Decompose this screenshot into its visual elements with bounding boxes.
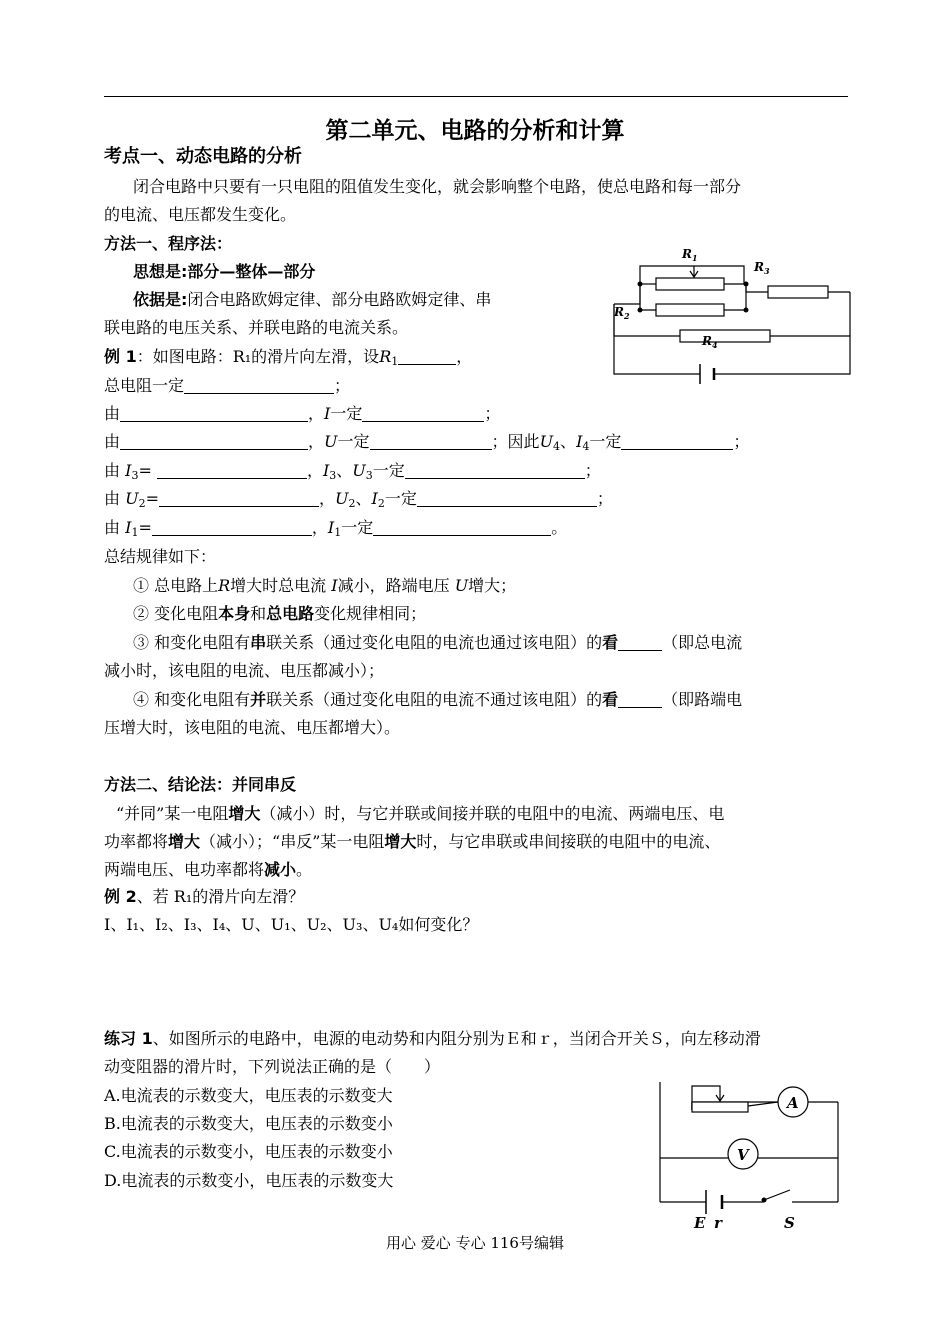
answer-blank[interactable] — [618, 691, 662, 708]
header-rule — [104, 96, 848, 97]
example2-question: I、I₁、I₂、I₃、I₄、U、U₁、U₂、U₃、U₄如何变化？ — [104, 915, 479, 934]
example1-text: ：如图电路：R₁的滑片向左滑，设 — [136, 347, 380, 366]
method1-heading: 方法一、程序法： — [104, 234, 233, 253]
p1-c: （减小）时，与它并联或间接并联的电阻中的电流、两端电压、电 — [260, 804, 725, 823]
i2-var: I — [371, 489, 378, 508]
answer-blank[interactable] — [120, 433, 308, 450]
voltmeter-label: V — [737, 1146, 749, 1164]
i3-sub: 3 — [329, 469, 337, 482]
u2-sub: 2 — [348, 497, 356, 510]
yiding: 一定 — [330, 404, 363, 423]
i4-var: I — [576, 432, 583, 451]
rule2-c: 和 — [250, 604, 267, 623]
therefore: 因此 — [507, 432, 540, 451]
comma: ， — [306, 461, 323, 480]
you-label: 由 — [104, 518, 121, 537]
p2-c: （减小）；“串反”某一电阻 — [200, 832, 385, 851]
yiding: 一定 — [372, 461, 405, 480]
you-label: 由 — [104, 489, 121, 508]
answer-blank[interactable] — [405, 462, 585, 479]
rule3-d: 看 — [602, 633, 619, 652]
p2-a: 功率都将 — [104, 832, 169, 851]
rule1-u: U — [454, 576, 469, 595]
exercise1-option-a[interactable]: A.电流表的示数变大，电压表的示数变大 — [104, 1086, 393, 1105]
p3-a: 两端电压、电功率都将 — [104, 860, 265, 879]
u-var: U — [324, 432, 338, 451]
circuit-diagram-2 — [656, 1082, 846, 1232]
answer-blank[interactable] — [157, 462, 307, 479]
answer-blank[interactable] — [370, 433, 492, 450]
rule2-b: 本身 — [218, 604, 251, 623]
p1-b: 增大 — [228, 804, 261, 823]
p3-c: 。 — [296, 860, 313, 879]
i3-sub: 3 — [131, 469, 139, 482]
yiding: 一定 — [337, 432, 370, 451]
u4-sub: 4 — [553, 440, 561, 453]
i1-sub: 1 — [334, 526, 342, 539]
answer-blank[interactable] — [159, 490, 319, 507]
resistor-r4 — [680, 330, 770, 342]
basis-label: 依据是: — [133, 290, 188, 309]
r-var: R — [379, 347, 392, 366]
exercise1-text: 、如图所示的电路中，电源的电动势和内阻分别为Ｅ和ｒ，当闭合开关Ｓ，向左移动滑 — [152, 1029, 761, 1048]
example1-line-5 — [104, 460, 601, 487]
example1-line-2 — [104, 375, 350, 397]
summary-rule-3 — [133, 632, 742, 654]
junction — [638, 308, 643, 313]
rule3-a: ③ 和变化电阻有 — [133, 633, 251, 652]
resistor-r3 — [768, 286, 828, 298]
switch-contact — [762, 1198, 767, 1203]
exercise1-option-c[interactable]: C.电流表的示数变小，电压表的示数变小 — [104, 1142, 393, 1161]
i-var: I — [324, 404, 331, 423]
rule4-a: ④ 和变化电阻有 — [133, 690, 251, 709]
i1-var: I — [125, 518, 132, 537]
you-label: 由 — [104, 432, 121, 451]
page-title: 第二单元、电路的分析和计算 — [325, 118, 625, 144]
yiding: 一定 — [384, 489, 417, 508]
rheostat — [692, 1102, 748, 1112]
i3-var: I — [125, 461, 132, 480]
sep: 、 — [355, 489, 372, 508]
summary-rule-3-cont: 减小时，该电阻的电流、电压都减小）； — [104, 661, 385, 680]
semicolon: ； — [491, 432, 508, 451]
comma: ， — [308, 404, 325, 423]
label-r3: $R_3$ — [754, 260, 770, 276]
rule2-e: 变化规律相同； — [314, 604, 427, 623]
rule4-e: （即路端电 — [662, 690, 743, 709]
u2-var: U — [335, 489, 349, 508]
answer-blank[interactable] — [621, 433, 733, 450]
ammeter-label: A — [787, 1094, 799, 1112]
semicolon: ； — [596, 489, 613, 508]
comma: ， — [311, 518, 328, 537]
answer-blank[interactable] — [184, 377, 334, 394]
exercise1-line-1 — [104, 1028, 761, 1050]
exercise1-option-d[interactable]: D.电流表的示数变小，电压表的示数变大 — [104, 1171, 394, 1190]
u2-sub: 2 — [138, 497, 146, 510]
eq: = — [138, 518, 152, 537]
semicolon: ； — [484, 404, 501, 423]
wire — [640, 284, 656, 310]
answer-blank[interactable] — [398, 348, 456, 365]
exercise1-option-b[interactable]: B.电流表的示数变大，电压表的示数变小 — [104, 1114, 393, 1133]
p2-b: 增大 — [168, 832, 201, 851]
example1-line-3 — [104, 403, 500, 425]
u4-var: U — [539, 432, 554, 451]
rule2-d: 总电路 — [266, 604, 315, 623]
rule3-e: （即总电流 — [662, 633, 743, 652]
junction — [744, 308, 749, 313]
switch-lever — [764, 1190, 790, 1200]
method2-line-3 — [104, 859, 312, 881]
basis-text-1: 闭合电路欧姆定律、部分电路欧姆定律、串 — [187, 290, 492, 309]
p2-d: 增大 — [384, 832, 417, 851]
summary-rule-2 — [133, 603, 426, 625]
label-r2: $R_2$ — [614, 305, 630, 321]
wire — [724, 284, 746, 310]
i2-sub: 2 — [377, 497, 385, 510]
rule1-i: I — [331, 576, 338, 595]
rule4-c: 联关系（通过变化电阻的电流不通过该电阻）的 — [266, 690, 603, 709]
p1-a: “并同”某一电阻 — [116, 804, 229, 823]
page-footer: 用心 爱心 专心 116号编辑 — [386, 1234, 564, 1252]
emf-label: E — [694, 1214, 706, 1232]
label-r4: $R_4$ — [702, 334, 718, 350]
you-label: 由 — [104, 404, 121, 423]
eq: = — [145, 489, 159, 508]
resistor-r1 — [656, 278, 724, 290]
basis-text-2: 联电路的电压关系、并联电路的电流关系。 — [104, 318, 409, 337]
label-r1: $R_1$ — [682, 247, 698, 263]
i1-sub: 1 — [131, 526, 139, 539]
yiding: 一定 — [589, 432, 622, 451]
rule4-b: 并 — [250, 690, 267, 709]
comma: ， — [319, 489, 336, 508]
answer-blank[interactable] — [120, 405, 308, 422]
rule1-a: ① 总电路上 — [133, 576, 219, 595]
p3-b: 减小 — [264, 860, 297, 879]
resistor-r2 — [656, 304, 724, 316]
semicolon: ； — [584, 461, 601, 480]
summary-rule-4-cont: 压增大时，该电阻的电流、电压都增大）。 — [104, 718, 401, 737]
rule3-b: 串 — [250, 633, 267, 652]
example2-line — [104, 886, 304, 908]
summary-rule-1 — [133, 575, 516, 597]
rule1-c: 减小，路端电压 — [337, 576, 450, 595]
internal-r-label: r — [714, 1214, 722, 1232]
u3-var: U — [352, 461, 366, 480]
u3-sub: 3 — [365, 469, 373, 482]
comma: ， — [456, 347, 473, 366]
r-sub: 1 — [391, 355, 399, 368]
answer-blank[interactable] — [373, 519, 551, 536]
rule3-c: 联关系（通过变化电阻的电流也通过该电阻）的 — [266, 633, 603, 652]
rheostat-slider — [692, 1086, 720, 1102]
answer-blank[interactable] — [362, 405, 484, 422]
rule2-a: ② 变化电阻 — [133, 604, 219, 623]
rule1-r: R — [218, 576, 231, 595]
semicolon: ； — [733, 432, 750, 451]
method2-heading: 方法二、结论法：并同串反 — [104, 775, 297, 794]
junction — [638, 282, 643, 287]
example2-text: 、若 R₁的滑片向左滑？ — [136, 887, 305, 906]
i3-var: I — [322, 461, 330, 480]
semicolon: ； — [334, 376, 351, 395]
total-r-label: 总电阻一定 — [104, 376, 185, 395]
method1-idea: 思想是:部分—整体—部分 — [133, 262, 316, 281]
method2-line-2 — [104, 831, 720, 853]
example1-line — [104, 346, 472, 373]
summary-heading: 总结规律如下： — [104, 547, 217, 566]
exercise1-label: 练习 1 — [104, 1029, 153, 1048]
sep: 、 — [560, 432, 577, 451]
i1-var: I — [327, 518, 335, 537]
yiding: 一定 — [341, 518, 374, 537]
example1-line-4 — [104, 431, 749, 458]
comma: ， — [308, 432, 325, 451]
rule1-b: 增大时总电流 — [230, 576, 327, 595]
sep: 、 — [336, 461, 353, 480]
you-label: 由 — [104, 461, 121, 480]
rule1-d: 增大； — [468, 576, 517, 595]
section-heading: 考点一、动态电路的分析 — [104, 146, 302, 167]
example2-label: 例 2 — [104, 887, 137, 906]
summary-rule-4 — [133, 689, 742, 711]
switch-label: S — [784, 1214, 795, 1232]
example1-line-6 — [104, 488, 613, 515]
example1-label: 例 1 — [104, 347, 137, 366]
intro-line-2: 的电流、电压都发生变化。 — [104, 205, 297, 224]
u2-var: U — [125, 489, 139, 508]
method2-line-1 — [116, 803, 724, 825]
junction — [744, 282, 749, 287]
period: 。 — [551, 518, 568, 537]
p2-e: 时，与它串联或串间接联的电阻中的电流、 — [416, 832, 721, 851]
eq: = — [138, 461, 152, 480]
answer-blank[interactable] — [152, 519, 312, 536]
method1-basis — [133, 289, 491, 311]
circuit-diagram-1 — [606, 244, 856, 384]
i4-sub: 4 — [582, 440, 590, 453]
rule4-d: 看 — [602, 690, 619, 709]
example1-line-7 — [104, 517, 567, 544]
answer-blank[interactable] — [417, 490, 597, 507]
intro-line-1: 闭合电路中只要有一只电阻的阻值发生变化，就会影响整个电路，使总电路和每一部分 — [133, 177, 742, 196]
exercise1-line-2: 动变阻器的滑片时，下列说法正确的是（ ） — [104, 1057, 441, 1076]
answer-blank[interactable] — [618, 634, 662, 651]
